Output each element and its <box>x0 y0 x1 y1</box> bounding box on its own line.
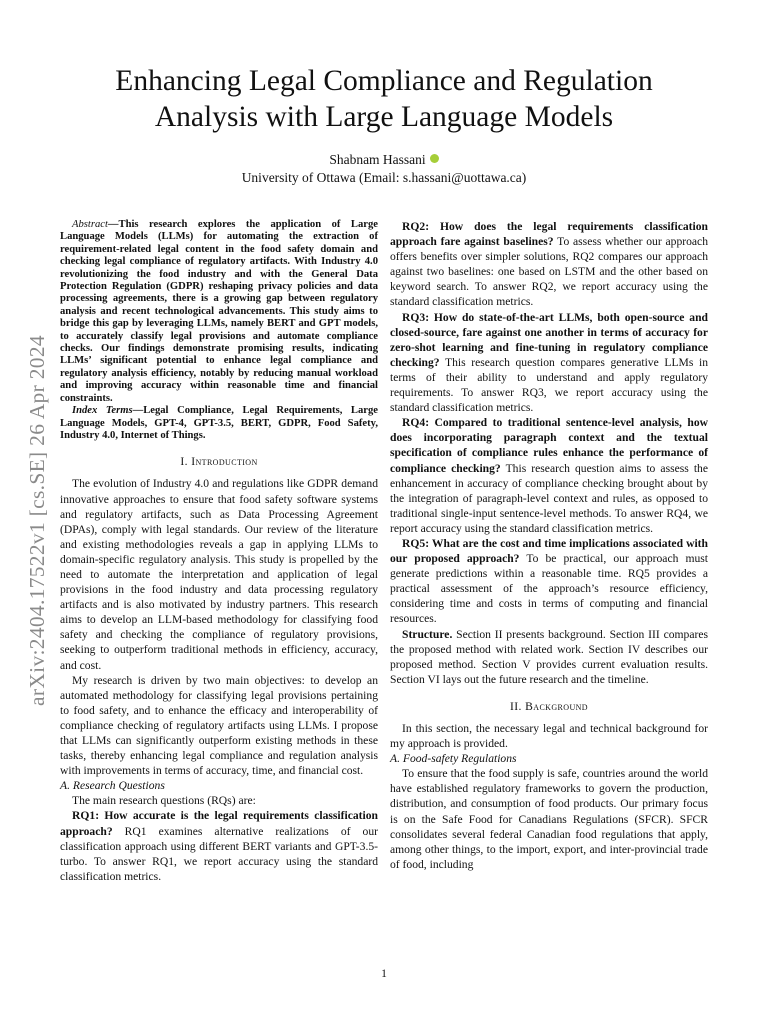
title-line-1: Enhancing Legal Compliance and Regulation <box>115 65 653 97</box>
section-number: I. <box>180 455 188 469</box>
rq4-paragraph <box>390 415 708 536</box>
rq2-text: To assess whether our approach offers benefits over simpler solutions, RQ2 compares our approach against two baselines: one based on LSTM and the other based on keyword search. To answer RQ2, we report accuracy using the standard classification metrics. <box>390 235 708 309</box>
title-line-2: Analysis with Large Language Models <box>154 101 614 133</box>
affiliation: University of Ottawa (Email: s.hassani@uottawa.ca) <box>241 170 527 185</box>
background-paragraph-1: In this section, the necessary legal and technical background for my approach is provided. <box>390 722 708 751</box>
food-safety-paragraph-1: To ensure that the food supply is safe, countries around the world have established regulatory frameworks to govern the production, distribution, and consumption of food products. Our primary focus is on the Safe Food for Canadians Regulations (SFCR). SFCR consolidates several federal Canadian food regulations that apply, among other things, to the import, export, and inter-provincial trade of food, including <box>390 767 708 871</box>
right-column <box>390 219 708 872</box>
page-number: 1 <box>381 967 387 980</box>
rq3-text: This research question compares generative LLMs in terms of their ability to understand and apply regulatory requirements. To answer RQ3, we report accuracy using the standard classification metrics. <box>390 355 708 415</box>
rq2-paragraph <box>390 219 708 310</box>
arxiv-identifier-text: arXiv:2404.17522v1 [cs.SE] 26 Apr 2024 <box>24 334 49 706</box>
orcid-icon[interactable] <box>430 154 439 163</box>
structure-text: Section II presents background. Section III compares the proposed method with related work. Section IV describes our proposed method. Section V provides current evaluation results. Section VI lays out the future research and the timeline. <box>390 627 708 686</box>
abstract-label: Abstract <box>72 219 108 230</box>
section-heading-introduction <box>60 454 378 469</box>
rq1-paragraph <box>60 808 378 883</box>
intro-paragraph-1: The evolution of Industry 4.0 and regulations like GDPR demand innovative approaches to ensure that food safety software systems and regulatory artifacts, such as Data Processing Agreement (DPAs), comply with legal standards. Our review of the literature and existing methodologies reveals a gap in applying LLMs to domain-specific regulatory analysis. This study is propelled by the need to automate the interpretation and application of legal provisions in the food industry and data processing regulatory artifacts and is also motivated by industry partners. This research aims to develop an LLM-based methodology for classifying food safety and checking the compliance of regulatory provisions, seeking to outperform traditional methods in efficiency, accuracy, and cost. <box>60 477 378 672</box>
index-terms-text: —Legal Compliance, Legal Requirements, Large Language Models, GPT-4, GPT-3.5, BERT, GDPR, Food Safety, Industry 4.0, Internet of Things. <box>60 405 378 441</box>
rq1-text: RQ1 examines alternative realizations of our classification approach using different BERT variants and GPT-3.5-turbo. To answer RQ1, we report accuracy using the standard classification metrics. <box>60 824 378 883</box>
rq3-paragraph <box>390 310 708 416</box>
intro-paragraph-2: My research is driven by two main objectives: to develop an automated methodology for classifying legal provisions pertaining to food safety, and to enhance the efficacy and interoperability of compliance checking of regulatory artifacts using LLMs. I propose that LLMs can significantly outperform existing methods in these tasks, thereby enhancing legal compliance and regulation analysis with improvements in terms of accuracy, time, and financial cost. <box>60 673 378 778</box>
rq2-label: RQ2: How does the legal requirements classification approach fare against baselines? <box>390 220 708 249</box>
author-name: Shabnam Hassani <box>329 152 426 167</box>
index-terms-label: Index Terms <box>72 405 133 417</box>
section-title: Introduction <box>191 455 258 469</box>
rq3-label: RQ3: How do state-of-the-art LLMs, both open-source and closed-source, fare against one another in terms of accuracy for zero-shot learning and fine-tuning in regulatory compliance checking? <box>390 310 708 369</box>
rq5-text: To be practical, our approach must generate predictions within a reasonable time. RQ5 provides a practical assessment of the approach’s resource efficiency, considering time and costs in terms of computing and financial resources. <box>390 552 709 626</box>
arxiv-identifier-stamp <box>22 0 52 1024</box>
left-column <box>60 219 378 884</box>
rq-intro: The main research questions (RQs) are: <box>72 794 256 808</box>
section-number: II. <box>510 699 522 713</box>
subsection-heading-research-questions: A. Research Questions <box>60 779 165 793</box>
section-title: Background <box>525 699 588 713</box>
author-line <box>60 151 708 168</box>
abstract-text: —This research explores the application of Large Language Models (LLMs) for automating the extraction of requirement-related legal content in the food safety domain and checking legal compliance of regulatory artifacts. With Industry 4.0 revolutionizing the food industry and with the General Data Protection Regulation (GDPR) reshaping privacy policies and data processing agreements, there is a growing gap between regulatory analysis and recent technological advancements. This study aims to bridge this gap by leveraging LLMs, namely BERT and GPT models, to accurately classify legal provisions and automate compliance checks. Our findings demonstrate promising results, indicating LLMs’ significant potential to enhance legal compliance and regulatory analysis efficiency, notably by reducing manual workload and improving accuracy within reasonable time and financial constraints. <box>60 219 378 404</box>
index-terms <box>60 405 378 442</box>
rq5-paragraph <box>390 536 708 627</box>
structure-label: Structure. <box>402 627 453 641</box>
rq4-label: RQ4: Compared to traditional sentence-level analysis, how does incorporating paragraph context and the textual specification of compliance rules enhance the performance of compliance checking? <box>390 416 708 475</box>
rq1-label: RQ1: How accurate is the legal requirements classification approach? <box>60 809 378 838</box>
rq5-label: RQ5: What are the cost and time implications associated with our proposed approach? <box>390 536 708 566</box>
rq4-text: This research question aims to assess the enhancement in accuracy of compliance checking brought about by the integration of paragraph-level context and rules, as opposed to traditional single-input sentence-level methods. To answer RQ4, we report accuracy using the standard classification metrics. <box>390 461 709 535</box>
section-heading-background <box>390 699 708 714</box>
subsection-heading-food-safety: A. Food-safety Regulations <box>390 752 517 766</box>
paper-title <box>60 63 708 135</box>
abstract <box>60 219 378 405</box>
structure-paragraph <box>390 627 708 687</box>
